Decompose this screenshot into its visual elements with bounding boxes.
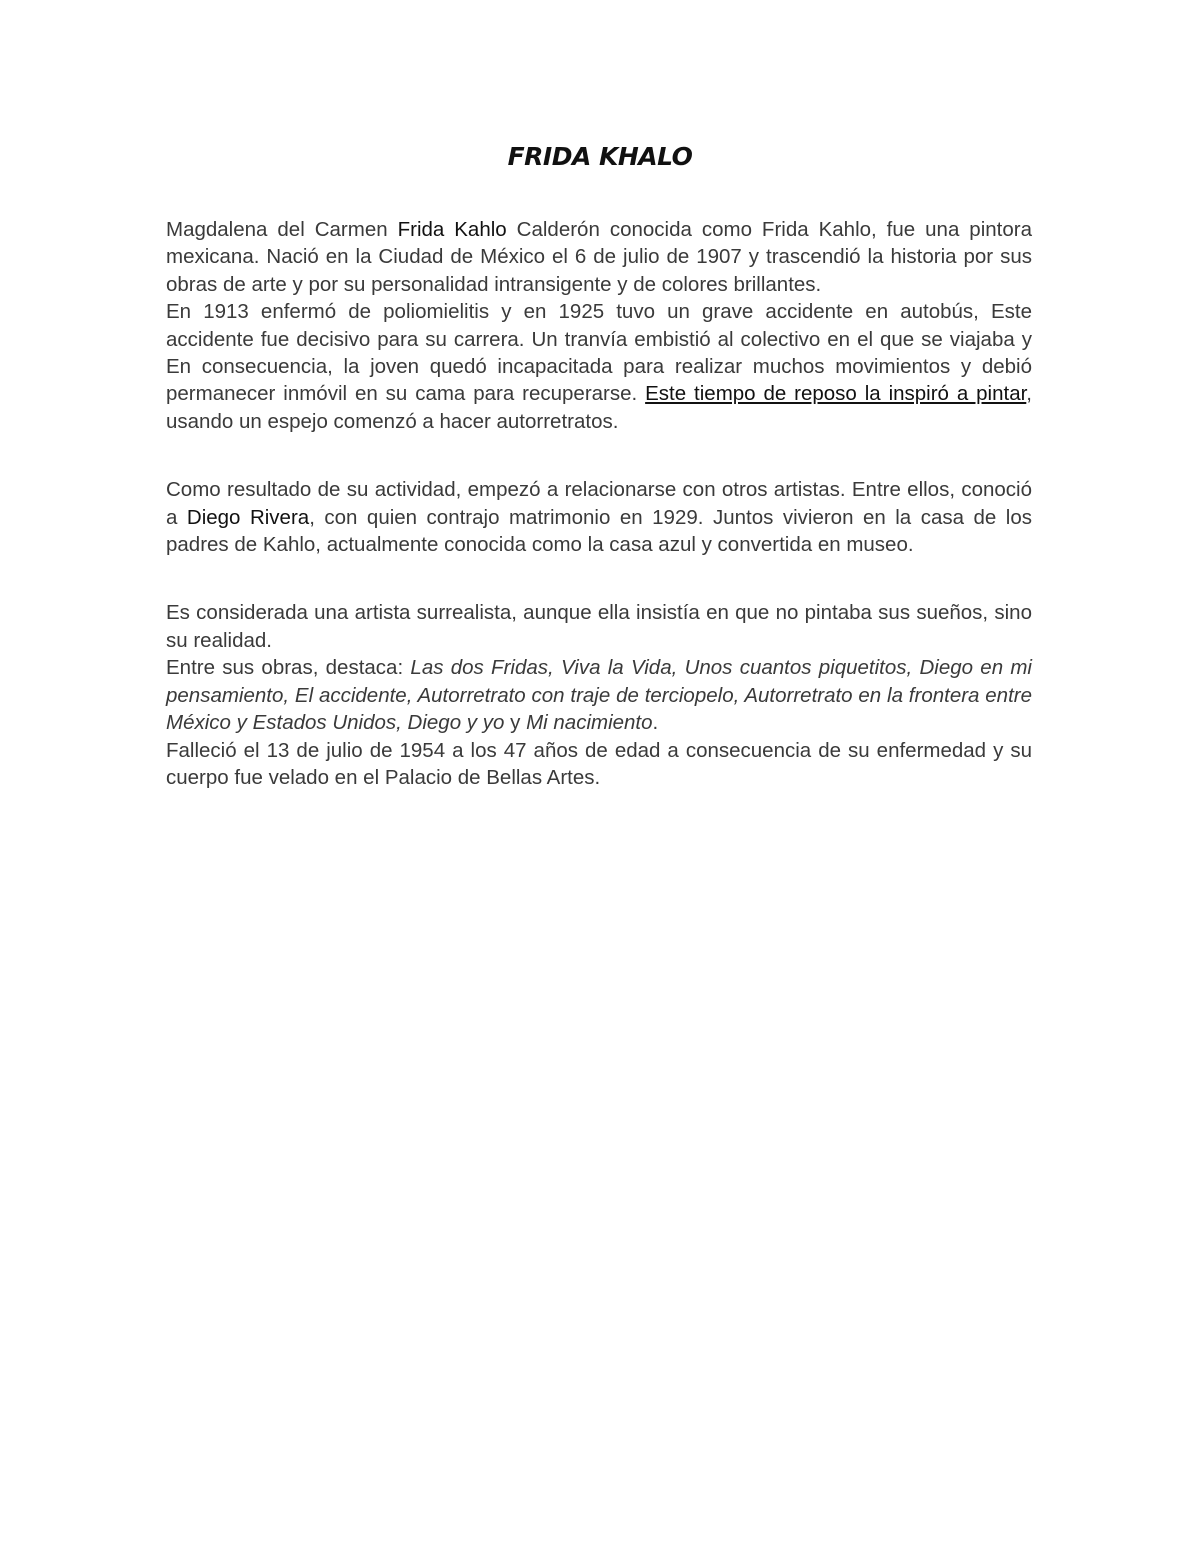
paragraph-text: Como resultado de su actividad, empezó a relacionarse con otros artistas. Entre ellos, conoció a <box>166 478 1032 529</box>
paragraph-text: Magdalena del Carmen <box>166 218 398 241</box>
paragraph-text: . <box>652 711 659 735</box>
paragraph-text: En 1913 enfermó de poliomielitis y en 1925 tuvo un grave accidente en autobús, Este accidente fue decisivo para su carrera. Un tranvía embistió al colectivo en el que se viajaba y En consecuencia, la joven quedó incapacitada para realizar muchos movimientos y debió permanecer inmóvil en su cama para recuperarse. <box>166 300 1032 406</box>
paragraph-death: Falleció el 13 de julio de 1954 a los 47 años de edad a consecuencia de su enfermedad y su cuerpo fue velado en el Palacio de Bellas Artes. <box>166 738 1032 789</box>
paragraph-text: y <box>504 711 527 735</box>
paragraph-biography <box>166 216 1032 298</box>
underlined-text: Este tiempo de reposo la inspiró a pintar <box>645 382 1027 406</box>
paragraph-text: Calderón conocida como Frida Kahlo, fue una pintora mexicana. Nació en la Ciudad de México el 6 de julio de 1907 y trascendió la historia por sus obras de arte y por su personalidad intransigente y de colores brillantes. <box>166 218 1032 296</box>
paragraph-works <box>166 654 1032 736</box>
paragraph-spacer <box>166 558 1032 599</box>
paragraph-marriage <box>166 476 1032 558</box>
paragraph-text: , usando un espejo comenzó a hacer autorretratos. <box>166 382 1032 433</box>
document-body <box>166 216 1032 791</box>
works-list: Las dos Fridas, Viva la Vida, Unos cuantos piquetitos, Diego en mi pensamiento, El accidente, Autorretrato con traje de terciopelo, Autorretrato en la frontera entre México y Estados Unidos, Diego y yo <box>166 656 1032 735</box>
page-title: FRIDA KHALO <box>507 142 693 171</box>
name-diego-rivera: Diego Rivera <box>186 505 310 529</box>
paragraph-accident <box>166 298 1032 435</box>
paragraph-text: , con quien contrajo matrimonio en 1929. Juntos vivieron en la casa de los padres de Kahlo, actualmente conocida como la casa azul y convertida en museo. <box>166 505 1032 557</box>
paragraph-spacer <box>166 435 1032 476</box>
name-frida-kahlo: Frida Kahlo <box>397 218 507 241</box>
paragraph-surrealism: Es considerada una artista surrealista, aunque ella insistía en que no pintaba sus sueños, sino su realidad. <box>166 601 1032 652</box>
work-title: Mi nacimiento <box>526 711 653 735</box>
paragraph-text: Entre sus obras, destaca: <box>166 656 411 680</box>
